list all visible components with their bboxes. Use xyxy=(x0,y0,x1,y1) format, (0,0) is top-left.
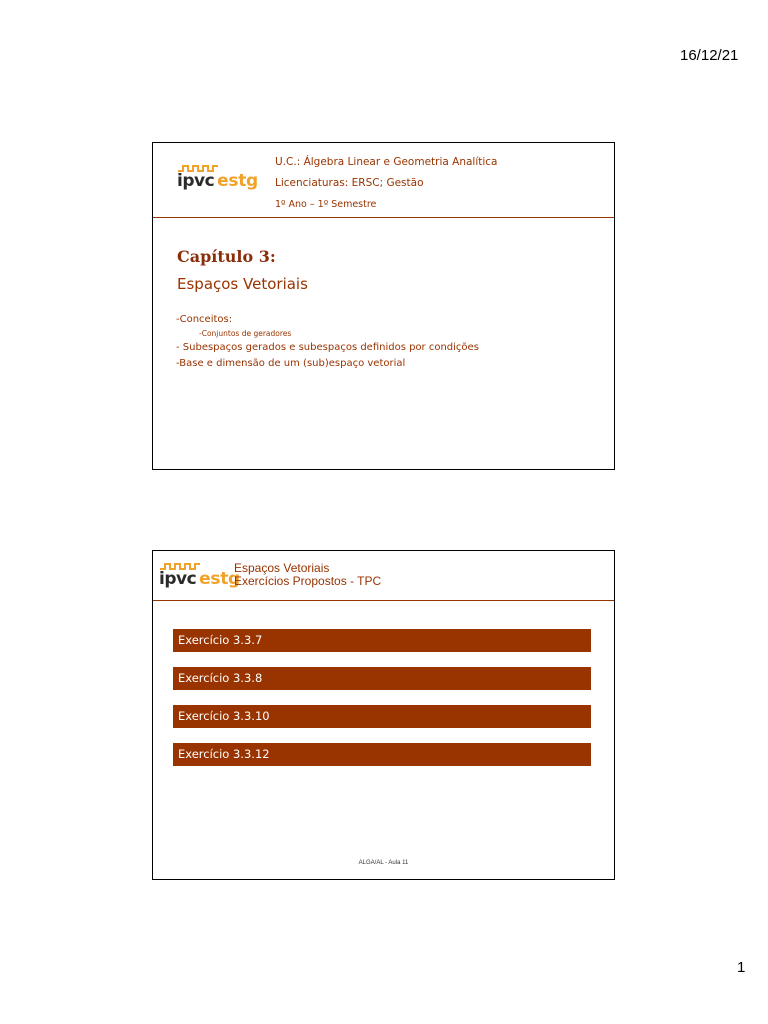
logo-wave-icon xyxy=(160,562,202,570)
slide-exercises xyxy=(152,550,615,880)
header-line-2: Exercícios Propostos - TPC xyxy=(234,574,382,588)
header-line-1: Espaços Vetoriais xyxy=(234,561,330,575)
slide-header xyxy=(234,562,381,588)
topic-list xyxy=(176,312,479,372)
ipvc-estg-logo xyxy=(159,569,240,589)
header-divider xyxy=(153,600,614,601)
topic-item: -Base e dimensão de um (sub)espaço vetorial xyxy=(176,358,406,369)
exercise-bar: Exercício 3.3.8 xyxy=(173,667,591,690)
topic-subitem: -Conjuntos de geradores xyxy=(199,329,292,338)
page-date: 16/12/21 xyxy=(680,47,739,64)
logo-wave-icon xyxy=(178,164,220,172)
chapter-subtitle: Espaços Vetoriais xyxy=(177,275,308,293)
course-header xyxy=(275,152,498,215)
header-divider xyxy=(153,217,614,218)
logo-text-estg: estg xyxy=(199,569,240,589)
slide-footer: ALGA/AL - Aula 11 xyxy=(358,860,409,866)
logo-text-ipvc: ipvc xyxy=(177,171,215,191)
ipvc-estg-logo xyxy=(177,171,258,191)
exercise-bar: Exercício 3.3.12 xyxy=(173,743,591,766)
logo-text-estg: estg xyxy=(217,171,258,191)
exercise-bar: Exercício 3.3.7 xyxy=(173,629,591,652)
topic-item: - Subespaços gerados e subespaços definidos por condições xyxy=(176,342,479,353)
chapter-title: Capítulo 3: xyxy=(177,247,276,266)
topic-item: -Conceitos: xyxy=(176,314,233,325)
page-number: 1 xyxy=(737,959,746,976)
exercise-bar: Exercício 3.3.10 xyxy=(173,705,591,728)
year-semester: 1º Ano – 1º Semestre xyxy=(275,199,377,210)
slide-title xyxy=(152,142,615,470)
course-name: U.C.: Álgebra Linear e Geometria Analítica xyxy=(275,156,498,168)
logo-text-ipvc: ipvc xyxy=(159,569,197,589)
degrees: Licenciaturas: ERSC; Gestão xyxy=(275,177,424,189)
